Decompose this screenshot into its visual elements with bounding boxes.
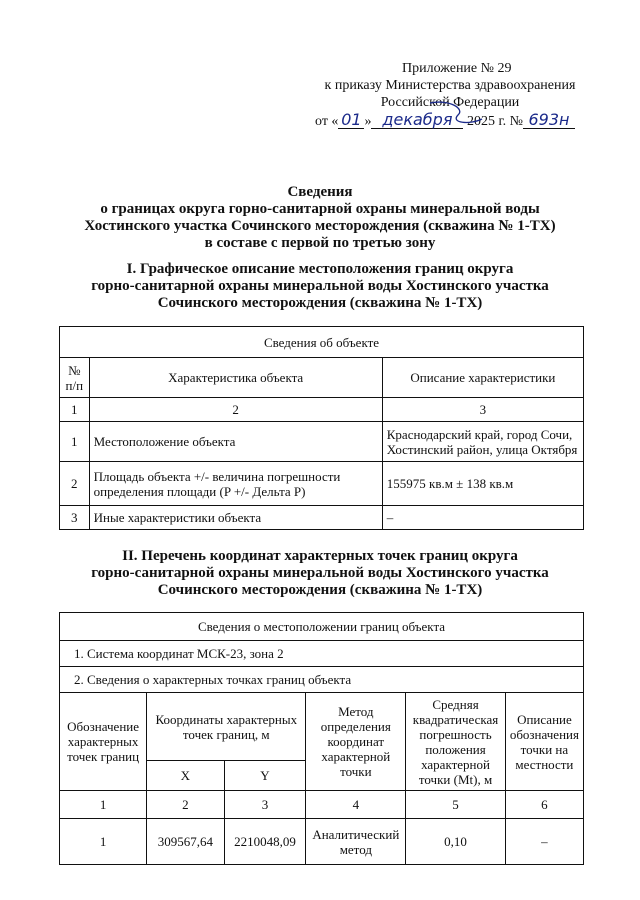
- section-1-title: [40, 261, 600, 312]
- index-cell: 5: [406, 791, 506, 819]
- handwritten-day: 01: [338, 111, 364, 129]
- date-quote: »: [364, 114, 372, 129]
- table-row: [60, 819, 584, 865]
- col-header-characteristic: Характеристика объекта: [89, 358, 382, 398]
- section-1-line-2: горно-санитарной охраны минеральной воды Хостинского участка: [91, 278, 549, 294]
- coordinate-system: 1. Система координат МСК-23, зона 2: [60, 641, 584, 667]
- row-characteristic: Иные характеристики объекта: [89, 506, 382, 530]
- col-header-coordinates: Координаты характерных точек границ, м: [147, 693, 306, 761]
- col-header-no: № п/п: [60, 358, 90, 398]
- row-description: 155975 кв.м ± 138 кв.м: [382, 462, 583, 506]
- table-2-caption: Сведения о местоположении границ объекта: [60, 613, 584, 641]
- section-2-line-3: Сочинского месторождения (скважина № 1-ТХ): [157, 582, 483, 598]
- index-cell: 3: [224, 791, 306, 819]
- section-2-line-1: II. Перечень координат характерных точек границ округа: [122, 548, 518, 564]
- table-row: [60, 506, 584, 530]
- section-2-line-2: горно-санитарной охраны минеральной воды Хостинского участка: [91, 565, 549, 581]
- index-cell: 2: [89, 398, 382, 422]
- appendix-label: Приложение № 29: [402, 61, 512, 76]
- index-cell: 6: [505, 791, 583, 819]
- title-line-2: о границах округа горно-санитарной охраны минеральной воды: [100, 201, 540, 217]
- row-number: 2: [60, 462, 90, 506]
- order-date-line: [300, 111, 600, 130]
- col-header-method: Метод определения координат характерной точки: [306, 693, 406, 791]
- col-header-error: Средняя квадратическая погрешность положения характерной точки (Mt), м: [406, 693, 506, 791]
- row-characteristic: Площадь объекта +/- величина погрешности определения площади (P +/- Дельта P): [89, 462, 382, 506]
- row-number: 3: [60, 506, 90, 530]
- row-description: Краснодарский край, город Сочи, Хостинский район, улица Октября: [382, 422, 583, 462]
- index-cell: 1: [60, 398, 90, 422]
- boundary-coordinates-table: [59, 612, 584, 865]
- table-1-caption: Сведения об объекте: [60, 327, 584, 358]
- handwritten-month: декабря: [371, 111, 463, 129]
- method-cell: Аналитический метод: [306, 819, 406, 865]
- coord-x: 309567,64: [147, 819, 224, 865]
- point-description-cell: –: [505, 819, 583, 865]
- col-header-point-description: Описание обозначения точки на местности: [505, 693, 583, 791]
- document-title: [40, 184, 600, 252]
- date-prefix: от «: [315, 114, 339, 129]
- row-characteristic: Местоположение объекта: [89, 422, 382, 462]
- signature-stroke: [420, 99, 490, 129]
- order-reference: к приказу Министерства здравоохранения: [324, 78, 576, 93]
- section-1-line-3: Сочинского месторождения (скважина № 1-ТХ): [157, 295, 483, 311]
- coord-y: 2210048,09: [224, 819, 306, 865]
- table-row: [60, 422, 584, 462]
- error-cell: 0,10: [406, 819, 506, 865]
- handwritten-order-number: 693н: [523, 111, 575, 129]
- appendix-header: [300, 60, 600, 130]
- table-row: [60, 462, 584, 506]
- year-number-text: 2025 г. №: [466, 114, 523, 129]
- point-id: 1: [60, 819, 147, 865]
- index-cell: 3: [382, 398, 583, 422]
- title-line-4: в составе с первой по третью зону: [204, 235, 436, 251]
- index-cell: 2: [147, 791, 224, 819]
- section-1-line-1: I. Графическое описание местоположения границ округа: [126, 261, 514, 277]
- row-description: –: [382, 506, 583, 530]
- col-header-designation: Обозначение характерных точек границ: [60, 693, 147, 791]
- points-info-label: 2. Сведения о характерных точках границ объекта: [60, 667, 584, 693]
- col-header-x: X: [147, 761, 224, 791]
- col-header-y: Y: [224, 761, 306, 791]
- index-cell: 1: [60, 791, 147, 819]
- section-2-title: [40, 548, 600, 599]
- title-line-1: Сведения: [287, 184, 353, 200]
- object-info-table: [59, 326, 584, 530]
- col-header-description: Описание характеристики: [382, 358, 583, 398]
- title-line-3: Хостинского участка Сочинского месторождения (скважина № 1-ТХ): [84, 218, 556, 234]
- federation-line: Российской Федерации: [380, 95, 520, 110]
- row-number: 1: [60, 422, 90, 462]
- index-cell: 4: [306, 791, 406, 819]
